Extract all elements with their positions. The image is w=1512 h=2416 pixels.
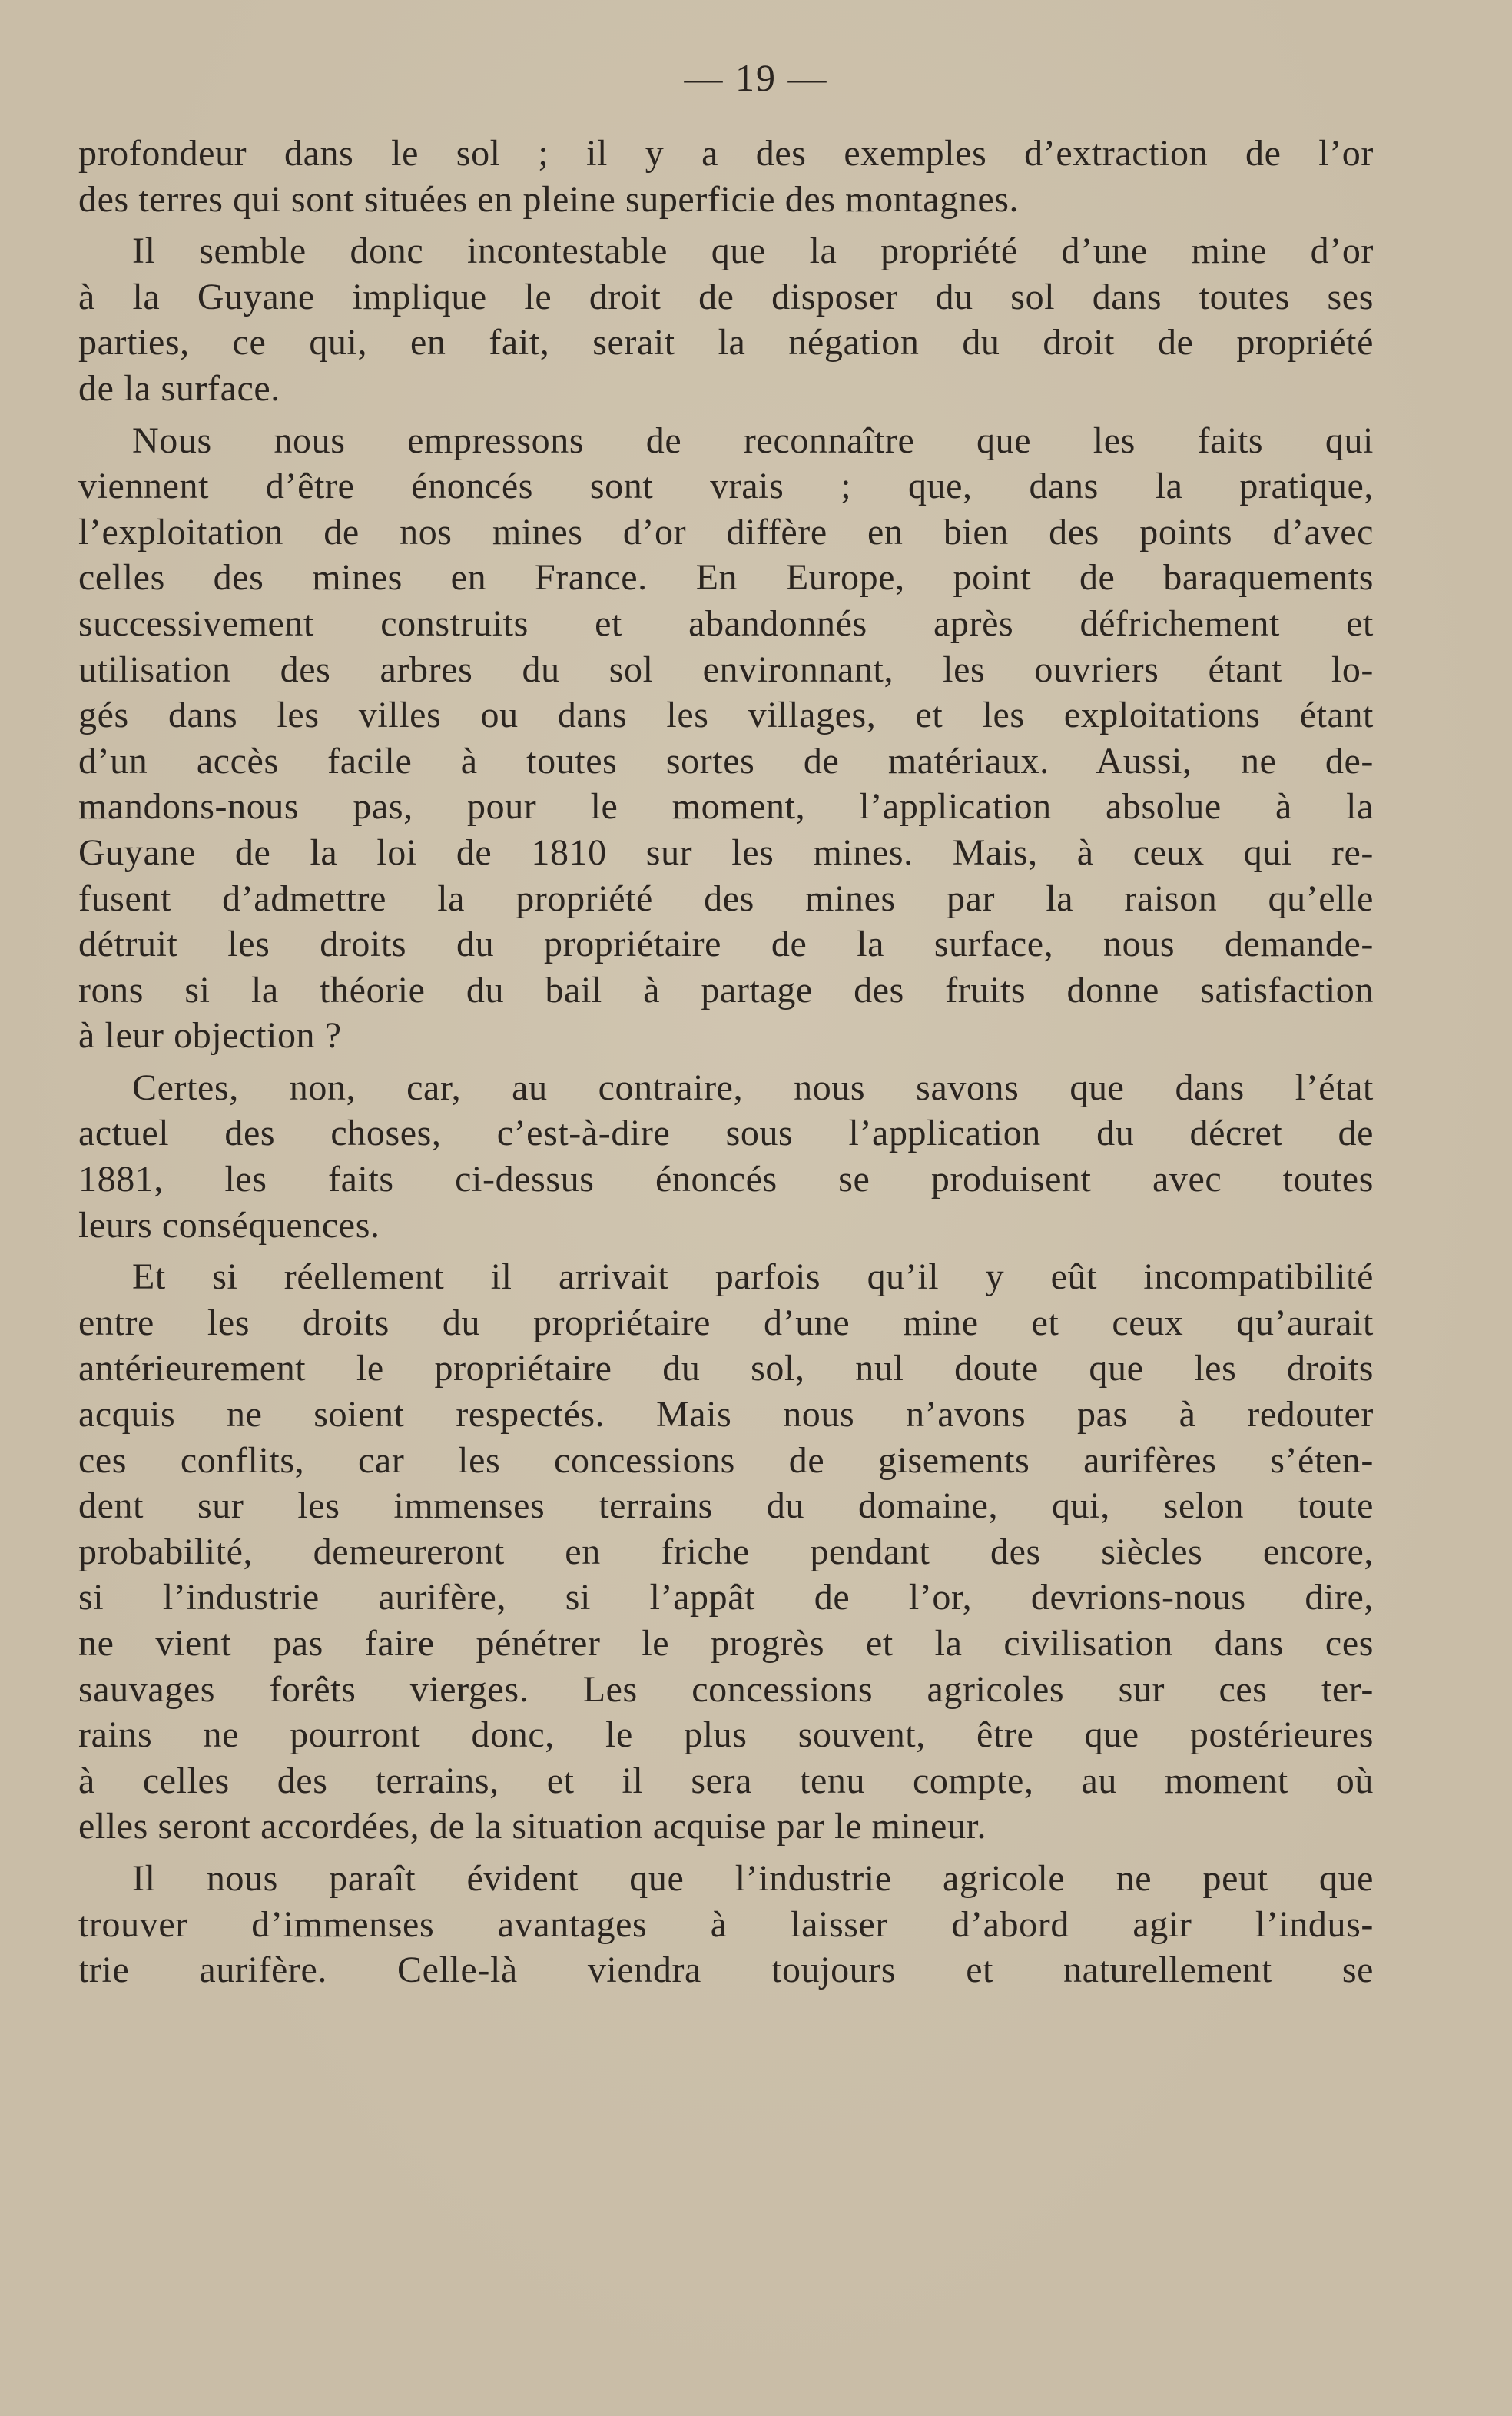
text-line: Guyane de la loi de 1810 sur les mines. Mais, à ceux qui re- [78,831,1374,873]
paragraph [78,1856,1374,1993]
text-line: Et si réellement il arrivait parfois qu’il y eût incompatibilité [132,1256,1374,1298]
text-line: ne vient pas faire pénétrer le progrès et la civilisation dans ces [78,1623,1374,1664]
text-line: rons si la théorie du bail à partage des fruits donne satisfaction [78,969,1374,1011]
text-line: successivement construits et abandonnés après défrichement et [78,602,1374,644]
text-line: trouver d’immenses avantages à laisser d’abord agir l’indus- [78,1903,1374,1945]
paragraph [78,131,1374,222]
text-line: antérieurement le propriétaire du sol, nul doute que les droits [78,1348,1374,1389]
text-line: Nous nous empressons de reconnaître que les faits qui [132,420,1374,461]
text-line: à leur objection ? [78,1015,342,1057]
text-line: Il nous paraît évident que l’industrie agricole ne peut que [132,1857,1374,1899]
text-line: celles des mines en France. En Europe, point de baraquements [78,557,1374,599]
text-line: détruit les droits du propriétaire de la surface, nous demande- [78,924,1374,965]
text-line: trie aurifère. Celle-là viendra toujours et naturellement se [78,1950,1374,1991]
text-line: rains ne pourront donc, le plus souvent, être que postérieures [78,1714,1374,1756]
text-line: parties, ce qui, en fait, serait la négation du droit de propriété [78,322,1374,363]
text-line: 1881, les faits ci-dessus énoncés se produisent avec toutes [78,1159,1374,1200]
text-line: elles seront accordées, de la situation acquise par le mineur. [78,1806,987,1847]
text-line: acquis ne soient respectés. Mais nous n’avons pas à redouter [78,1394,1374,1435]
text-line: profondeur dans le sol ; il y a des exemples d’extraction de l’or [78,133,1374,174]
text-line: utilisation des arbres du sol environnant, les ouvriers étant lo- [78,649,1374,690]
text-line: à la Guyane implique le droit de disposer du sol dans toutes ses [78,276,1374,317]
paragraph [78,228,1374,411]
text-line: leurs conséquences. [78,1204,380,1246]
text-line: Certes, non, car, au contraire, nous savons que dans l’état [132,1067,1374,1108]
text-line: si l’industrie aurifère, si l’appât de l’or, devrions-nous dire, [78,1577,1374,1618]
text-line: dent sur les immenses terrains du domaine, qui, selon toute [78,1485,1374,1527]
paragraph [78,1065,1374,1248]
text-line: actuel des choses, c’est-à-dire sous l’application du décret de [78,1113,1374,1154]
text-line: entre les droits du propriétaire d’une mine et ceux qu’aurait [78,1302,1374,1343]
text-line: l’exploitation de nos mines d’or diffère en bien des points d’avec [78,511,1374,553]
text-line: ces conflits, car les concessions de gisements aurifères s’éten- [78,1439,1374,1481]
text-line: viennent d’être énoncés sont vrais ; que, dans la pratique, [78,466,1374,507]
text-line: mandons-nous pas, pour le moment, l’application absolue à la [78,786,1374,828]
page-number: — 19 — [684,56,828,99]
text-line: à celles des terrains, et il sera tenu compte, au moment où [78,1760,1374,1801]
text-line: fusent d’admettre la propriété des mines par la raison qu’elle [78,878,1374,919]
body-text [78,131,1374,2000]
text-line: sauvages forêts vierges. Les concessions agricoles sur ces ter- [78,1668,1374,1710]
text-line: de la surface. [78,367,280,409]
paragraph [78,1254,1374,1850]
text-line: probabilité, demeureront en friche pendant des siècles encore, [78,1531,1374,1572]
text-line: gés dans les villes ou dans les villages, et les exploitations étant [78,695,1374,736]
text-line: d’un accès facile à toutes sortes de matériaux. Aussi, ne de- [78,740,1374,782]
text-line: Il semble donc incontestable que la propriété d’une mine d’or [132,231,1374,272]
text-line: des terres qui sont situées en pleine superficie des montagnes. [78,178,1020,220]
paragraph [78,418,1374,1059]
